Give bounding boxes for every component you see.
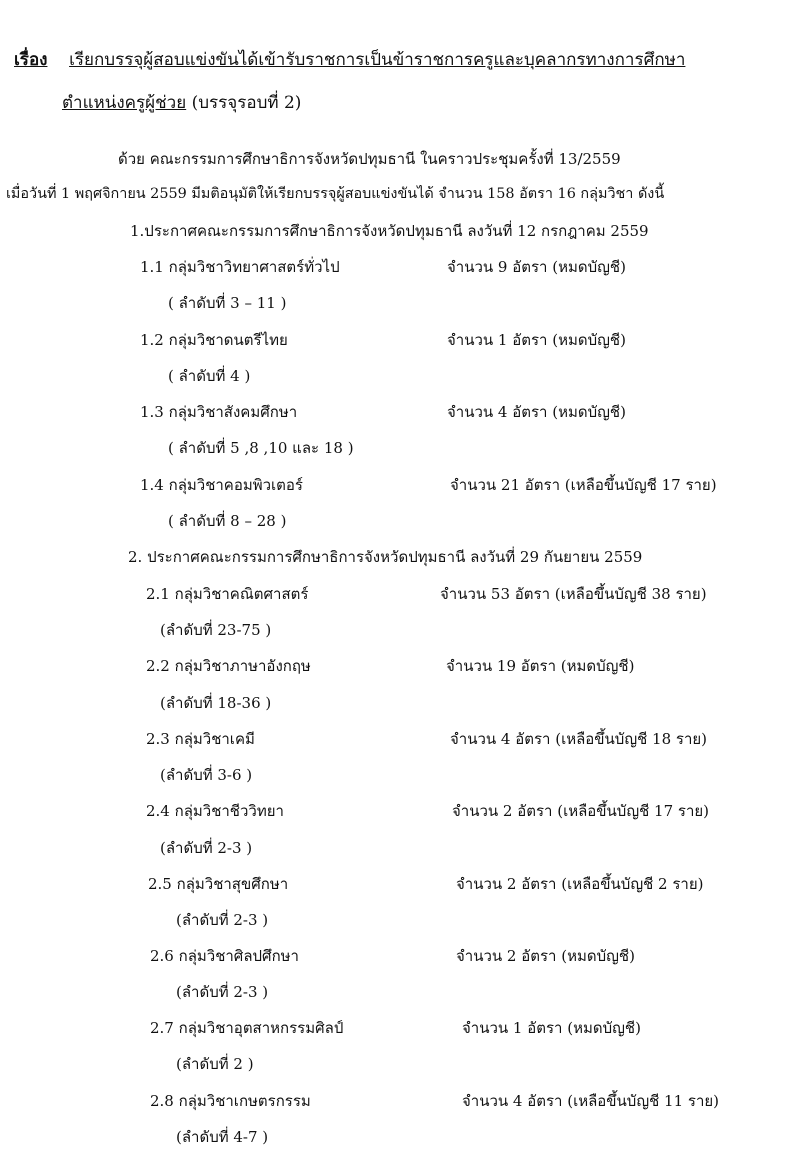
- item-order: ( ลำดับที่ 4 ): [168, 367, 251, 385]
- intro-line-1: ด้วย คณะกรรมการศึกษาธิการจังหวัดปทุมธานี ในคราวประชุมครั้งที่ 13/2559: [118, 150, 621, 168]
- item-order: (ลำดับที่ 2 ): [176, 1055, 254, 1073]
- item-count: จำนวน 9 อัตรา (หมดบัญชี): [447, 258, 626, 276]
- item-order: ( ลำดับที่ 8 – 28 ): [168, 512, 287, 530]
- subject-line: [14, 50, 685, 70]
- item-subject: 2.7 กลุ่มวิชาอุตสาหกรรมศิลป์: [150, 1019, 344, 1037]
- item-order: (ลำดับที่ 3-6 ): [160, 766, 253, 784]
- item-subject: 2.8 กลุ่มวิชาเกษตรกรรม: [150, 1092, 311, 1110]
- subject-line-2: [62, 93, 301, 113]
- item-subject: 2.1 กลุ่มวิชาคณิตศาสตร์: [146, 585, 309, 603]
- item-count: จำนวน 1 อัตรา (หมดบัญชี): [447, 331, 626, 349]
- item-order: (ลำดับที่ 23-75 ): [160, 621, 272, 639]
- item-order: (ลำดับที่ 4-7 ): [176, 1128, 269, 1146]
- item-order: (ลำดับที่ 2-3 ): [160, 839, 253, 857]
- item-subject: 2.3 กลุ่มวิชาเคมี: [146, 730, 255, 748]
- item-count: จำนวน 2 อัตรา (หมดบัญชี): [456, 947, 635, 965]
- item-order: ( ลำดับที่ 5 ,8 ,10 และ 18 ): [168, 439, 354, 457]
- item-count: จำนวน 19 อัตรา (หมดบัญชี): [446, 657, 635, 675]
- item-order: (ลำดับที่ 18-36 ): [160, 694, 272, 712]
- subject-title: เรียกบรรจุผู้สอบแข่งขันได้เข้ารับราชการเป็นข้าราชการครูและบุคลากรทางการศึกษา: [69, 50, 686, 70]
- item-subject: 1.3 กลุ่มวิชาสังคมศึกษา: [140, 403, 298, 421]
- item-count: จำนวน 2 อัตรา (เหลือขึ้นบัญชี 17 ราย): [452, 802, 710, 820]
- item-subject: 1.1 กลุ่มวิชาวิทยาศาสตร์ทั่วไป: [140, 258, 340, 276]
- item-subject: 1.2 กลุ่มวิชาดนตรีไทย: [140, 331, 288, 349]
- item-order: (ลำดับที่ 2-3 ): [176, 983, 269, 1001]
- item-subject: 2.6 กลุ่มวิชาศิลปศึกษา: [150, 947, 299, 965]
- item-subject: 2.2 กลุ่มวิชาภาษาอังกฤษ: [146, 657, 311, 675]
- position-title: ตำแหน่งครูผู้ช่วย: [62, 93, 187, 113]
- item-count: จำนวน 1 อัตรา (หมดบัญชี): [462, 1019, 641, 1037]
- intro-line-2: เมื่อวันที่ 1 พฤศจิกายน 2559 มีมติอนุมัติให้เรียกบรรจุผู้สอบแข่งขันได้ จำนวน 158 อัตรา 16 กลุ่มวิชา ดังนี้: [6, 186, 665, 202]
- item-subject: 2.5 กลุ่มวิชาสุขศึกษา: [148, 875, 289, 893]
- item-count: จำนวน 21 อัตรา (เหลือขึ้นบัญชี 17 ราย): [450, 476, 717, 494]
- subject-label: เรื่อง: [14, 50, 48, 70]
- item-count: จำนวน 2 อัตรา (เหลือขึ้นบัญชี 2 ราย): [456, 875, 704, 893]
- announcement-heading-1: 1.ประกาศคณะกรรมการศึกษาธิการจังหวัดปทุมธานี ลงวันที่ 12 กรกฎาคม 2559: [130, 222, 649, 240]
- item-subject: 1.4 กลุ่มวิชาคอมพิวเตอร์: [140, 476, 303, 494]
- item-count: จำนวน 53 อัตรา (เหลือขึ้นบัญชี 38 ราย): [440, 585, 707, 603]
- item-count: จำนวน 4 อัตรา (หมดบัญชี): [447, 403, 626, 421]
- item-order: ( ลำดับที่ 3 – 11 ): [168, 294, 287, 312]
- round-label: (บรรจุรอบที่ 2): [191, 93, 302, 113]
- announcement-heading-2: 2. ประกาศคณะกรรมการศึกษาธิการจังหวัดปทุมธานี ลงวันที่ 29 กันยายน 2559: [128, 548, 643, 566]
- item-subject: 2.4 กลุ่มวิชาชีววิทยา: [146, 802, 284, 820]
- item-order: (ลำดับที่ 2-3 ): [176, 911, 269, 929]
- item-count: จำนวน 4 อัตรา (เหลือขึ้นบัญชี 11 ราย): [462, 1092, 720, 1110]
- item-count: จำนวน 4 อัตรา (เหลือขึ้นบัญชี 18 ราย): [450, 730, 708, 748]
